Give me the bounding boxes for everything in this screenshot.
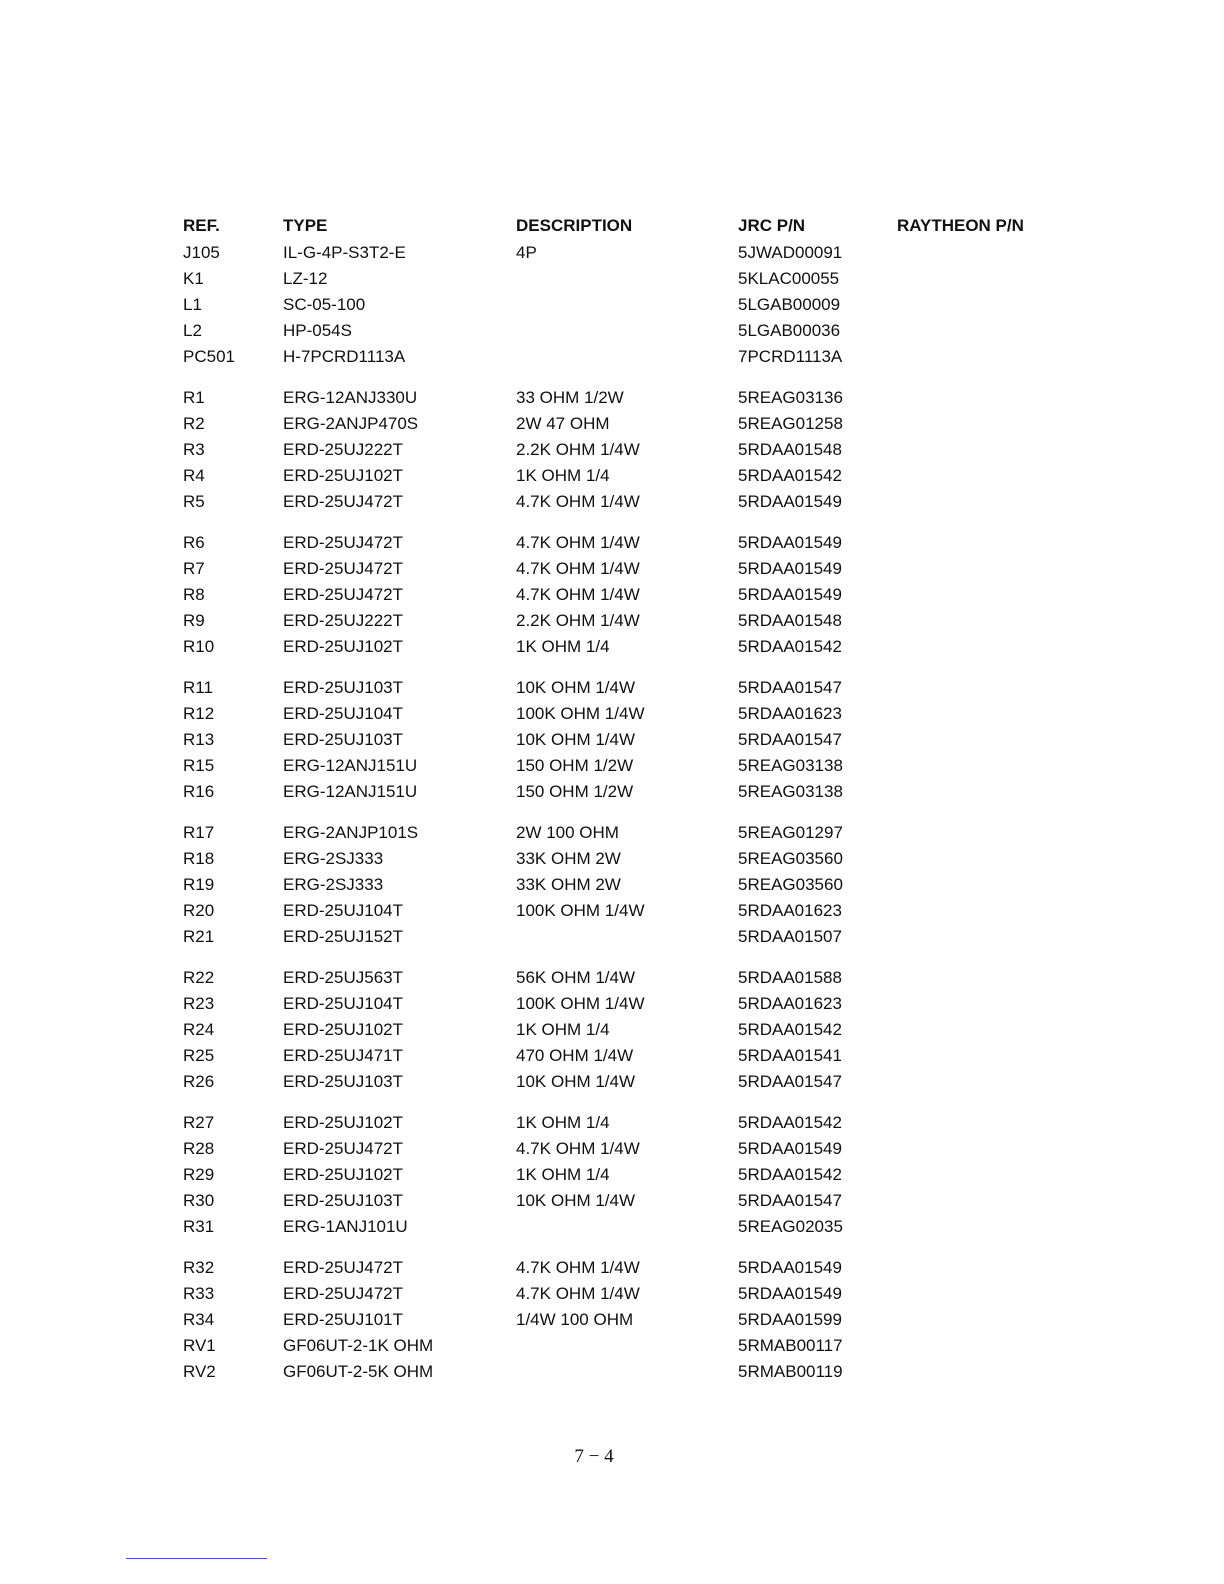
cell-type: SC-05-100 xyxy=(283,295,366,314)
table-row xyxy=(0,898,1224,924)
cell-type: ERD-25UJ222T xyxy=(283,611,403,630)
cell-description: 33K OHM 2W xyxy=(516,849,621,868)
cell-description: 4.7K OHM 1/4W xyxy=(516,559,640,578)
cell-ref: R4 xyxy=(183,466,205,485)
cell-type: ERD-25UJ103T xyxy=(283,678,403,697)
cell-ref: R20 xyxy=(183,901,215,920)
cell-description: 4.7K OHM 1/4W xyxy=(516,1258,640,1277)
table-row xyxy=(0,1069,1224,1095)
cell-ref: R34 xyxy=(183,1310,215,1329)
cell-ref: L2 xyxy=(183,321,202,340)
cell-jrc-pn: 5REAG01297 xyxy=(738,823,843,842)
table-row xyxy=(0,1307,1224,1333)
cell-ref: R12 xyxy=(183,704,215,723)
table-row xyxy=(0,463,1224,489)
cell-jrc-pn: 5REAG03138 xyxy=(738,782,843,801)
cell-jrc-pn: 7PCRD1113A xyxy=(738,347,843,366)
cell-jrc-pn: 5RDAA01542 xyxy=(738,637,842,656)
header-ref: REF. xyxy=(183,216,220,235)
cell-ref: R10 xyxy=(183,637,215,656)
cell-ref: R22 xyxy=(183,968,215,987)
header-jrc-pn: JRC P/N xyxy=(738,216,806,235)
cell-type: ERG-1ANJ101U xyxy=(283,1217,408,1236)
table-row xyxy=(0,1136,1224,1162)
table-row xyxy=(0,846,1224,872)
cell-type: ERD-25UJ102T xyxy=(283,637,403,656)
cell-jrc-pn: 5RDAA01623 xyxy=(738,994,842,1013)
cell-jrc-pn: 5REAG01258 xyxy=(738,414,843,433)
cell-jrc-pn: 5RDAA01547 xyxy=(738,730,842,749)
cell-description: 4.7K OHM 1/4W xyxy=(516,1139,640,1158)
cell-description: 10K OHM 1/4W xyxy=(516,1072,636,1091)
cell-ref: R25 xyxy=(183,1046,215,1065)
cell-jrc-pn: 5RDAA01623 xyxy=(738,704,842,723)
table-row xyxy=(0,437,1224,463)
cell-jrc-pn: 5RDAA01588 xyxy=(738,968,842,987)
cell-description: 4.7K OHM 1/4W xyxy=(516,585,640,604)
cell-ref: R21 xyxy=(183,927,215,946)
cell-jrc-pn: 5RDAA01548 xyxy=(738,611,842,630)
cell-jrc-pn: 5REAG03560 xyxy=(738,849,843,868)
table-row xyxy=(0,411,1224,437)
table-row xyxy=(0,634,1224,660)
cell-ref: R15 xyxy=(183,756,215,775)
cell-description: 1/4W 100 OHM xyxy=(516,1310,634,1329)
cell-type: ERD-25UJ472T xyxy=(283,1139,403,1158)
cell-description: 1K OHM 1/4 xyxy=(516,1020,610,1039)
cell-description: 470 OHM 1/4W xyxy=(516,1046,634,1065)
table-row xyxy=(0,1359,1224,1385)
cell-description: 1K OHM 1/4 xyxy=(516,1165,610,1184)
cell-ref: RV1 xyxy=(183,1336,216,1355)
cell-jrc-pn: 5RDAA01549 xyxy=(738,1258,842,1277)
cell-type: ERD-25UJ104T xyxy=(283,994,403,1013)
table-row xyxy=(0,556,1224,582)
table-row xyxy=(0,991,1224,1017)
table-row xyxy=(0,924,1224,950)
cell-ref: K1 xyxy=(183,269,204,288)
cell-jrc-pn: 5REAG03560 xyxy=(738,875,843,894)
cell-ref: R9 xyxy=(183,611,205,630)
cell-type: ERD-25UJ103T xyxy=(283,1072,403,1091)
table-row xyxy=(0,965,1224,991)
cell-jrc-pn: 5RDAA01542 xyxy=(738,1020,842,1039)
cell-type: ERD-25UJ222T xyxy=(283,440,403,459)
cell-jrc-pn: 5RDAA01549 xyxy=(738,559,842,578)
table-row xyxy=(0,530,1224,556)
cell-ref: R19 xyxy=(183,875,215,894)
cell-jrc-pn: 5REAG02035 xyxy=(738,1217,843,1236)
cell-ref: R26 xyxy=(183,1072,215,1091)
cell-jrc-pn: 5RDAA01542 xyxy=(738,1165,842,1184)
cell-description: 4.7K OHM 1/4W xyxy=(516,1284,640,1303)
cell-jrc-pn: 5REAG03138 xyxy=(738,756,843,775)
cell-ref: R1 xyxy=(183,388,205,407)
cell-ref: R32 xyxy=(183,1258,215,1277)
cell-ref: R11 xyxy=(183,678,213,697)
cell-type: ERG-2ANJP470S xyxy=(283,414,419,433)
cell-jrc-pn: 5RDAA01541 xyxy=(738,1046,842,1065)
cell-ref: R31 xyxy=(183,1217,215,1236)
cell-ref: R13 xyxy=(183,730,215,749)
cell-jrc-pn: 5RDAA01549 xyxy=(738,585,842,604)
cell-ref: R17 xyxy=(183,823,215,842)
cell-description: 150 OHM 1/2W xyxy=(516,756,634,775)
table-row xyxy=(0,489,1224,515)
cell-jrc-pn: 5RDAA01549 xyxy=(738,1139,842,1158)
cell-type: ERD-25UJ102T xyxy=(283,1165,403,1184)
cell-type: ERG-2ANJP101S xyxy=(283,823,419,842)
cell-type: ERD-25UJ101T xyxy=(283,1310,403,1329)
table-row xyxy=(0,1110,1224,1136)
cell-ref: R16 xyxy=(183,782,215,801)
cell-ref: R2 xyxy=(183,414,205,433)
cell-jrc-pn: 5RMAB00119 xyxy=(738,1362,843,1381)
cell-type: ERD-25UJ103T xyxy=(283,1191,403,1210)
table-row xyxy=(0,240,1224,266)
cell-jrc-pn: 5RDAA01542 xyxy=(738,1113,842,1132)
cell-type: ERD-25UJ472T xyxy=(283,1258,403,1277)
cell-jrc-pn: 5LGAB00009 xyxy=(738,295,841,314)
cell-ref: J105 xyxy=(183,243,220,262)
cell-type: ERD-25UJ472T xyxy=(283,585,403,604)
table-row xyxy=(0,1214,1224,1240)
cell-jrc-pn: 5LGAB00036 xyxy=(738,321,841,340)
cell-description: 100K OHM 1/4W xyxy=(516,704,645,723)
cell-description: 100K OHM 1/4W xyxy=(516,994,645,1013)
table-header-row xyxy=(0,212,1224,240)
cell-jrc-pn: 5RDAA01623 xyxy=(738,901,842,920)
table-row xyxy=(0,701,1224,727)
cell-ref: R6 xyxy=(183,533,205,552)
cell-jrc-pn: 5RDAA01549 xyxy=(738,492,842,511)
cell-ref: L1 xyxy=(183,295,202,314)
cell-description: 4.7K OHM 1/4W xyxy=(516,492,640,511)
cell-type: HP-054S xyxy=(283,321,352,340)
table-row xyxy=(0,608,1224,634)
cell-type: ERD-25UJ103T xyxy=(283,730,403,749)
table-row xyxy=(0,582,1224,608)
table-row xyxy=(0,1333,1224,1359)
cell-type: ERG-12ANJ330U xyxy=(283,388,418,407)
cell-jrc-pn: 5KLAC00055 xyxy=(738,269,840,288)
table-row xyxy=(0,1255,1224,1281)
cell-type: H-7PCRD1113A xyxy=(283,347,406,366)
table-row xyxy=(0,727,1224,753)
cell-ref: R33 xyxy=(183,1284,215,1303)
cell-type: ERD-25UJ563T xyxy=(283,968,403,987)
cell-description: 56K OHM 1/4W xyxy=(516,968,636,987)
cell-ref: R27 xyxy=(183,1113,215,1132)
table-row xyxy=(0,753,1224,779)
cell-description: 2.2K OHM 1/4W xyxy=(516,440,640,459)
cell-description: 100K OHM 1/4W xyxy=(516,901,645,920)
header-raytheon-pn: RAYTHEON P/N xyxy=(897,216,1024,235)
table-row xyxy=(0,820,1224,846)
header-type: TYPE xyxy=(283,216,328,235)
table-row xyxy=(0,675,1224,701)
cell-description: 1K OHM 1/4 xyxy=(516,1113,610,1132)
cell-ref: R7 xyxy=(183,559,205,578)
header-description: DESCRIPTION xyxy=(516,216,633,235)
cell-type: ERD-25UJ102T xyxy=(283,1113,403,1132)
footer-rule xyxy=(126,1558,267,1559)
cell-description: 10K OHM 1/4W xyxy=(516,678,636,697)
cell-type: GF06UT-2-1K OHM xyxy=(283,1336,434,1355)
cell-description: 10K OHM 1/4W xyxy=(516,730,636,749)
cell-type: ERD-25UJ471T xyxy=(283,1046,403,1065)
cell-description: 150 OHM 1/2W xyxy=(516,782,634,801)
table-row xyxy=(0,1188,1224,1214)
table-row xyxy=(0,1162,1224,1188)
cell-jrc-pn: 5RDAA01549 xyxy=(738,533,842,552)
table-row xyxy=(0,1281,1224,1307)
cell-type: IL-G-4P-S3T2-E xyxy=(283,243,406,262)
cell-type: ERD-25UJ102T xyxy=(283,466,403,485)
table-row xyxy=(0,1043,1224,1069)
cell-type: ERG-12ANJ151U xyxy=(283,782,418,801)
page-number: 7 − 4 xyxy=(574,1446,614,1467)
cell-jrc-pn: 5JWAD00091 xyxy=(738,243,843,262)
cell-ref: R18 xyxy=(183,849,215,868)
cell-description: 33 OHM 1/2W xyxy=(516,388,624,407)
cell-jrc-pn: 5RMAB00117 xyxy=(738,1336,843,1355)
cell-ref: R23 xyxy=(183,994,215,1013)
cell-ref: R28 xyxy=(183,1139,215,1158)
cell-description: 1K OHM 1/4 xyxy=(516,466,610,485)
cell-jrc-pn: 5REAG03136 xyxy=(738,388,843,407)
table-body xyxy=(0,240,1224,1385)
cell-type: ERD-25UJ472T xyxy=(283,533,403,552)
cell-type: ERD-25UJ472T xyxy=(283,492,403,511)
cell-description: 4P xyxy=(516,243,537,262)
cell-type: ERD-25UJ104T xyxy=(283,704,403,723)
cell-ref: R24 xyxy=(183,1020,215,1039)
cell-description: 1K OHM 1/4 xyxy=(516,637,610,656)
cell-jrc-pn: 5RDAA01599 xyxy=(738,1310,842,1329)
table-row xyxy=(0,266,1224,292)
table-row xyxy=(0,344,1224,370)
cell-type: ERG-2SJ333 xyxy=(283,875,384,894)
cell-description: 33K OHM 2W xyxy=(516,875,621,894)
table-row xyxy=(0,292,1224,318)
table-row xyxy=(0,872,1224,898)
cell-type: ERG-12ANJ151U xyxy=(283,756,418,775)
cell-jrc-pn: 5RDAA01548 xyxy=(738,440,842,459)
cell-description: 10K OHM 1/4W xyxy=(516,1191,636,1210)
cell-ref: R29 xyxy=(183,1165,215,1184)
cell-jrc-pn: 5RDAA01547 xyxy=(738,1072,842,1091)
cell-ref: R3 xyxy=(183,440,205,459)
cell-type: ERD-25UJ104T xyxy=(283,901,403,920)
cell-description: 2.2K OHM 1/4W xyxy=(516,611,640,630)
cell-description: 2W 100 OHM xyxy=(516,823,619,842)
parts-list-table xyxy=(0,212,1224,1385)
cell-type: LZ-12 xyxy=(283,269,328,288)
cell-ref: RV2 xyxy=(183,1362,216,1381)
table-row xyxy=(0,385,1224,411)
cell-jrc-pn: 5RDAA01507 xyxy=(738,927,842,946)
cell-type: GF06UT-2-5K OHM xyxy=(283,1362,434,1381)
cell-ref: R30 xyxy=(183,1191,215,1210)
cell-description: 2W 47 OHM xyxy=(516,414,610,433)
cell-type: ERG-2SJ333 xyxy=(283,849,384,868)
table-row xyxy=(0,318,1224,344)
cell-type: ERD-25UJ472T xyxy=(283,559,403,578)
cell-ref: R5 xyxy=(183,492,205,511)
cell-type: ERD-25UJ152T xyxy=(283,927,403,946)
cell-jrc-pn: 5RDAA01547 xyxy=(738,1191,842,1210)
cell-jrc-pn: 5RDAA01542 xyxy=(738,466,842,485)
table-row xyxy=(0,1017,1224,1043)
cell-ref: R8 xyxy=(183,585,205,604)
table-row xyxy=(0,779,1224,805)
cell-jrc-pn: 5RDAA01549 xyxy=(738,1284,842,1303)
cell-description: 4.7K OHM 1/4W xyxy=(516,533,640,552)
cell-jrc-pn: 5RDAA01547 xyxy=(738,678,842,697)
cell-type: ERD-25UJ472T xyxy=(283,1284,403,1303)
cell-ref: PC501 xyxy=(183,347,235,366)
cell-type: ERD-25UJ102T xyxy=(283,1020,403,1039)
